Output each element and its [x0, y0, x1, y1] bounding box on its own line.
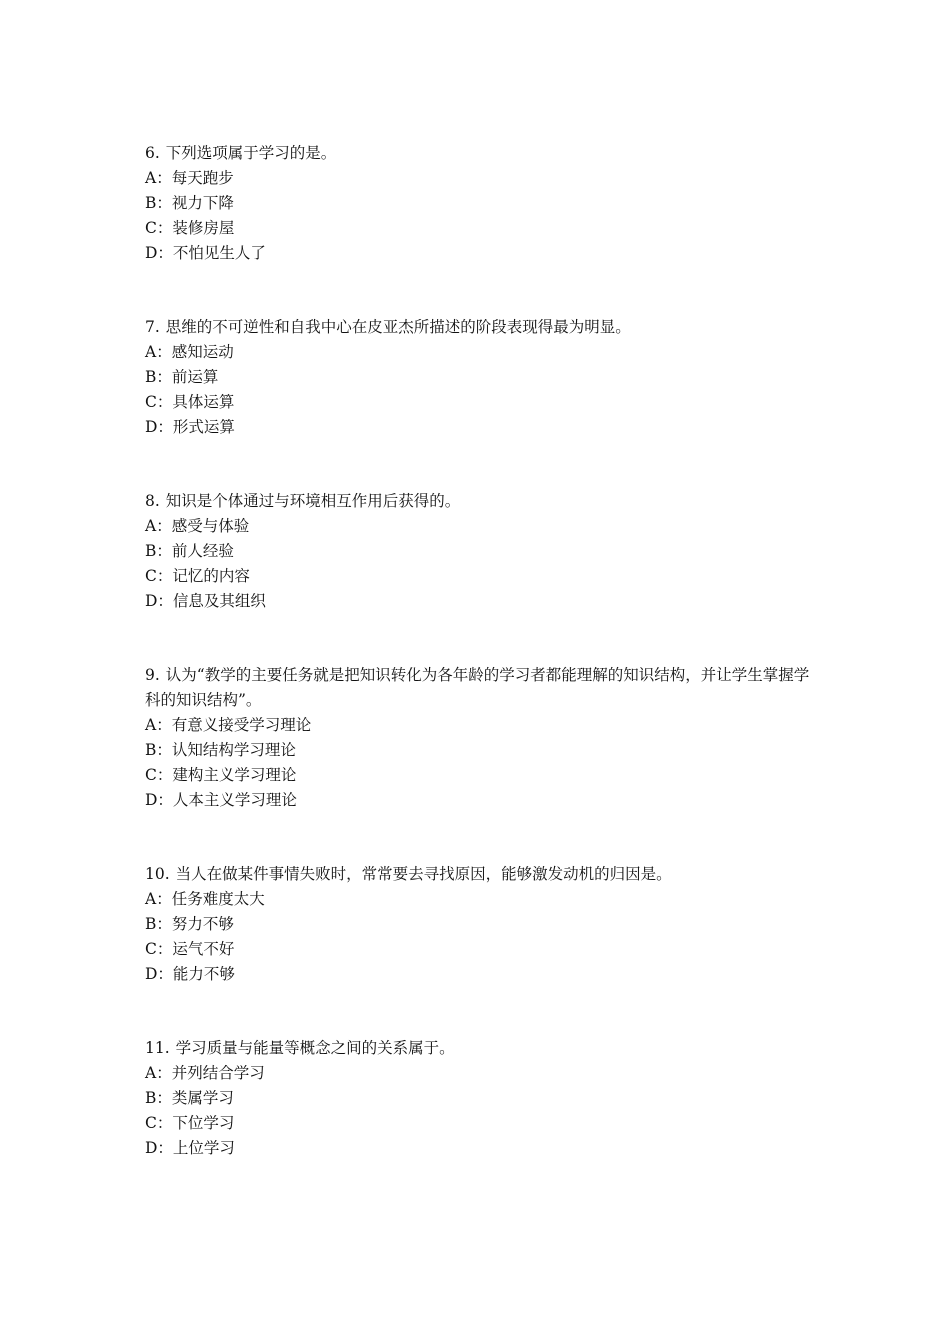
option-a: A：感知运动 [145, 343, 234, 361]
question-number: 11. [145, 1039, 170, 1057]
question-stem: 下列选项属于学习的是。 [165, 144, 337, 162]
question-text [145, 315, 810, 340]
question-6 [145, 141, 810, 266]
option-a: A：每天跑步 [145, 169, 234, 187]
question-text [145, 663, 810, 713]
option-c: C：具体运算 [145, 393, 235, 411]
question-11 [145, 1036, 810, 1161]
option-b: B：视力下降 [145, 194, 234, 212]
option-b: B：类属学习 [145, 1089, 234, 1107]
option-c: C：下位学习 [145, 1114, 235, 1132]
question-10 [145, 862, 810, 987]
option-d: D：能力不够 [145, 965, 235, 983]
option-c: C：装修房屋 [145, 219, 235, 237]
option-c: C：建构主义学习理论 [145, 766, 297, 784]
option-d: D：信息及其组织 [145, 592, 266, 610]
question-number: 9. [145, 666, 160, 684]
option-a: A：感受与体验 [145, 517, 250, 535]
question-text [145, 489, 810, 514]
question-8 [145, 489, 810, 614]
question-stem: 知识是个体通过与环境相互作用后获得的。 [165, 492, 461, 510]
option-a: A：任务难度太大 [145, 890, 265, 908]
option-d: D：上位学习 [145, 1139, 235, 1157]
question-7 [145, 315, 810, 440]
question-stem: 思维的不可逆性和自我中心在皮亚杰所描述的阶段表现得最为明显。 [165, 318, 631, 336]
option-d: D：形式运算 [145, 418, 235, 436]
question-number: 10. [145, 865, 170, 883]
option-c: C：运气不好 [145, 940, 235, 958]
option-c: C：记忆的内容 [145, 567, 250, 585]
option-b: B：前人经验 [145, 542, 234, 560]
question-text [145, 1036, 810, 1061]
question-stem: 当人在做某件事情失败时，常常要去寻找原因，能够激发动机的归因是。 [175, 865, 672, 883]
option-b: B：努力不够 [145, 915, 234, 933]
option-d: D：不怕见生人了 [145, 244, 266, 262]
option-b: B：前运算 [145, 368, 219, 386]
question-stem: 学习质量与能量等概念之间的关系属于。 [175, 1039, 455, 1057]
question-number: 6. [145, 144, 160, 162]
question-number: 7. [145, 318, 160, 336]
question-stem: 认为“教学的主要任务就是把知识转化为各年龄的学习者都能理解的知识结构，并让学生掌握学科的知识结构”。 [145, 666, 810, 709]
question-9 [145, 663, 810, 813]
option-a: A：并列结合学习 [145, 1064, 265, 1082]
question-number: 8. [145, 492, 160, 510]
option-d: D：人本主义学习理论 [145, 791, 297, 809]
option-b: B：认知结构学习理论 [145, 741, 296, 759]
question-text [145, 141, 810, 166]
question-text [145, 862, 810, 887]
option-a: A：有意义接受学习理论 [145, 716, 312, 734]
